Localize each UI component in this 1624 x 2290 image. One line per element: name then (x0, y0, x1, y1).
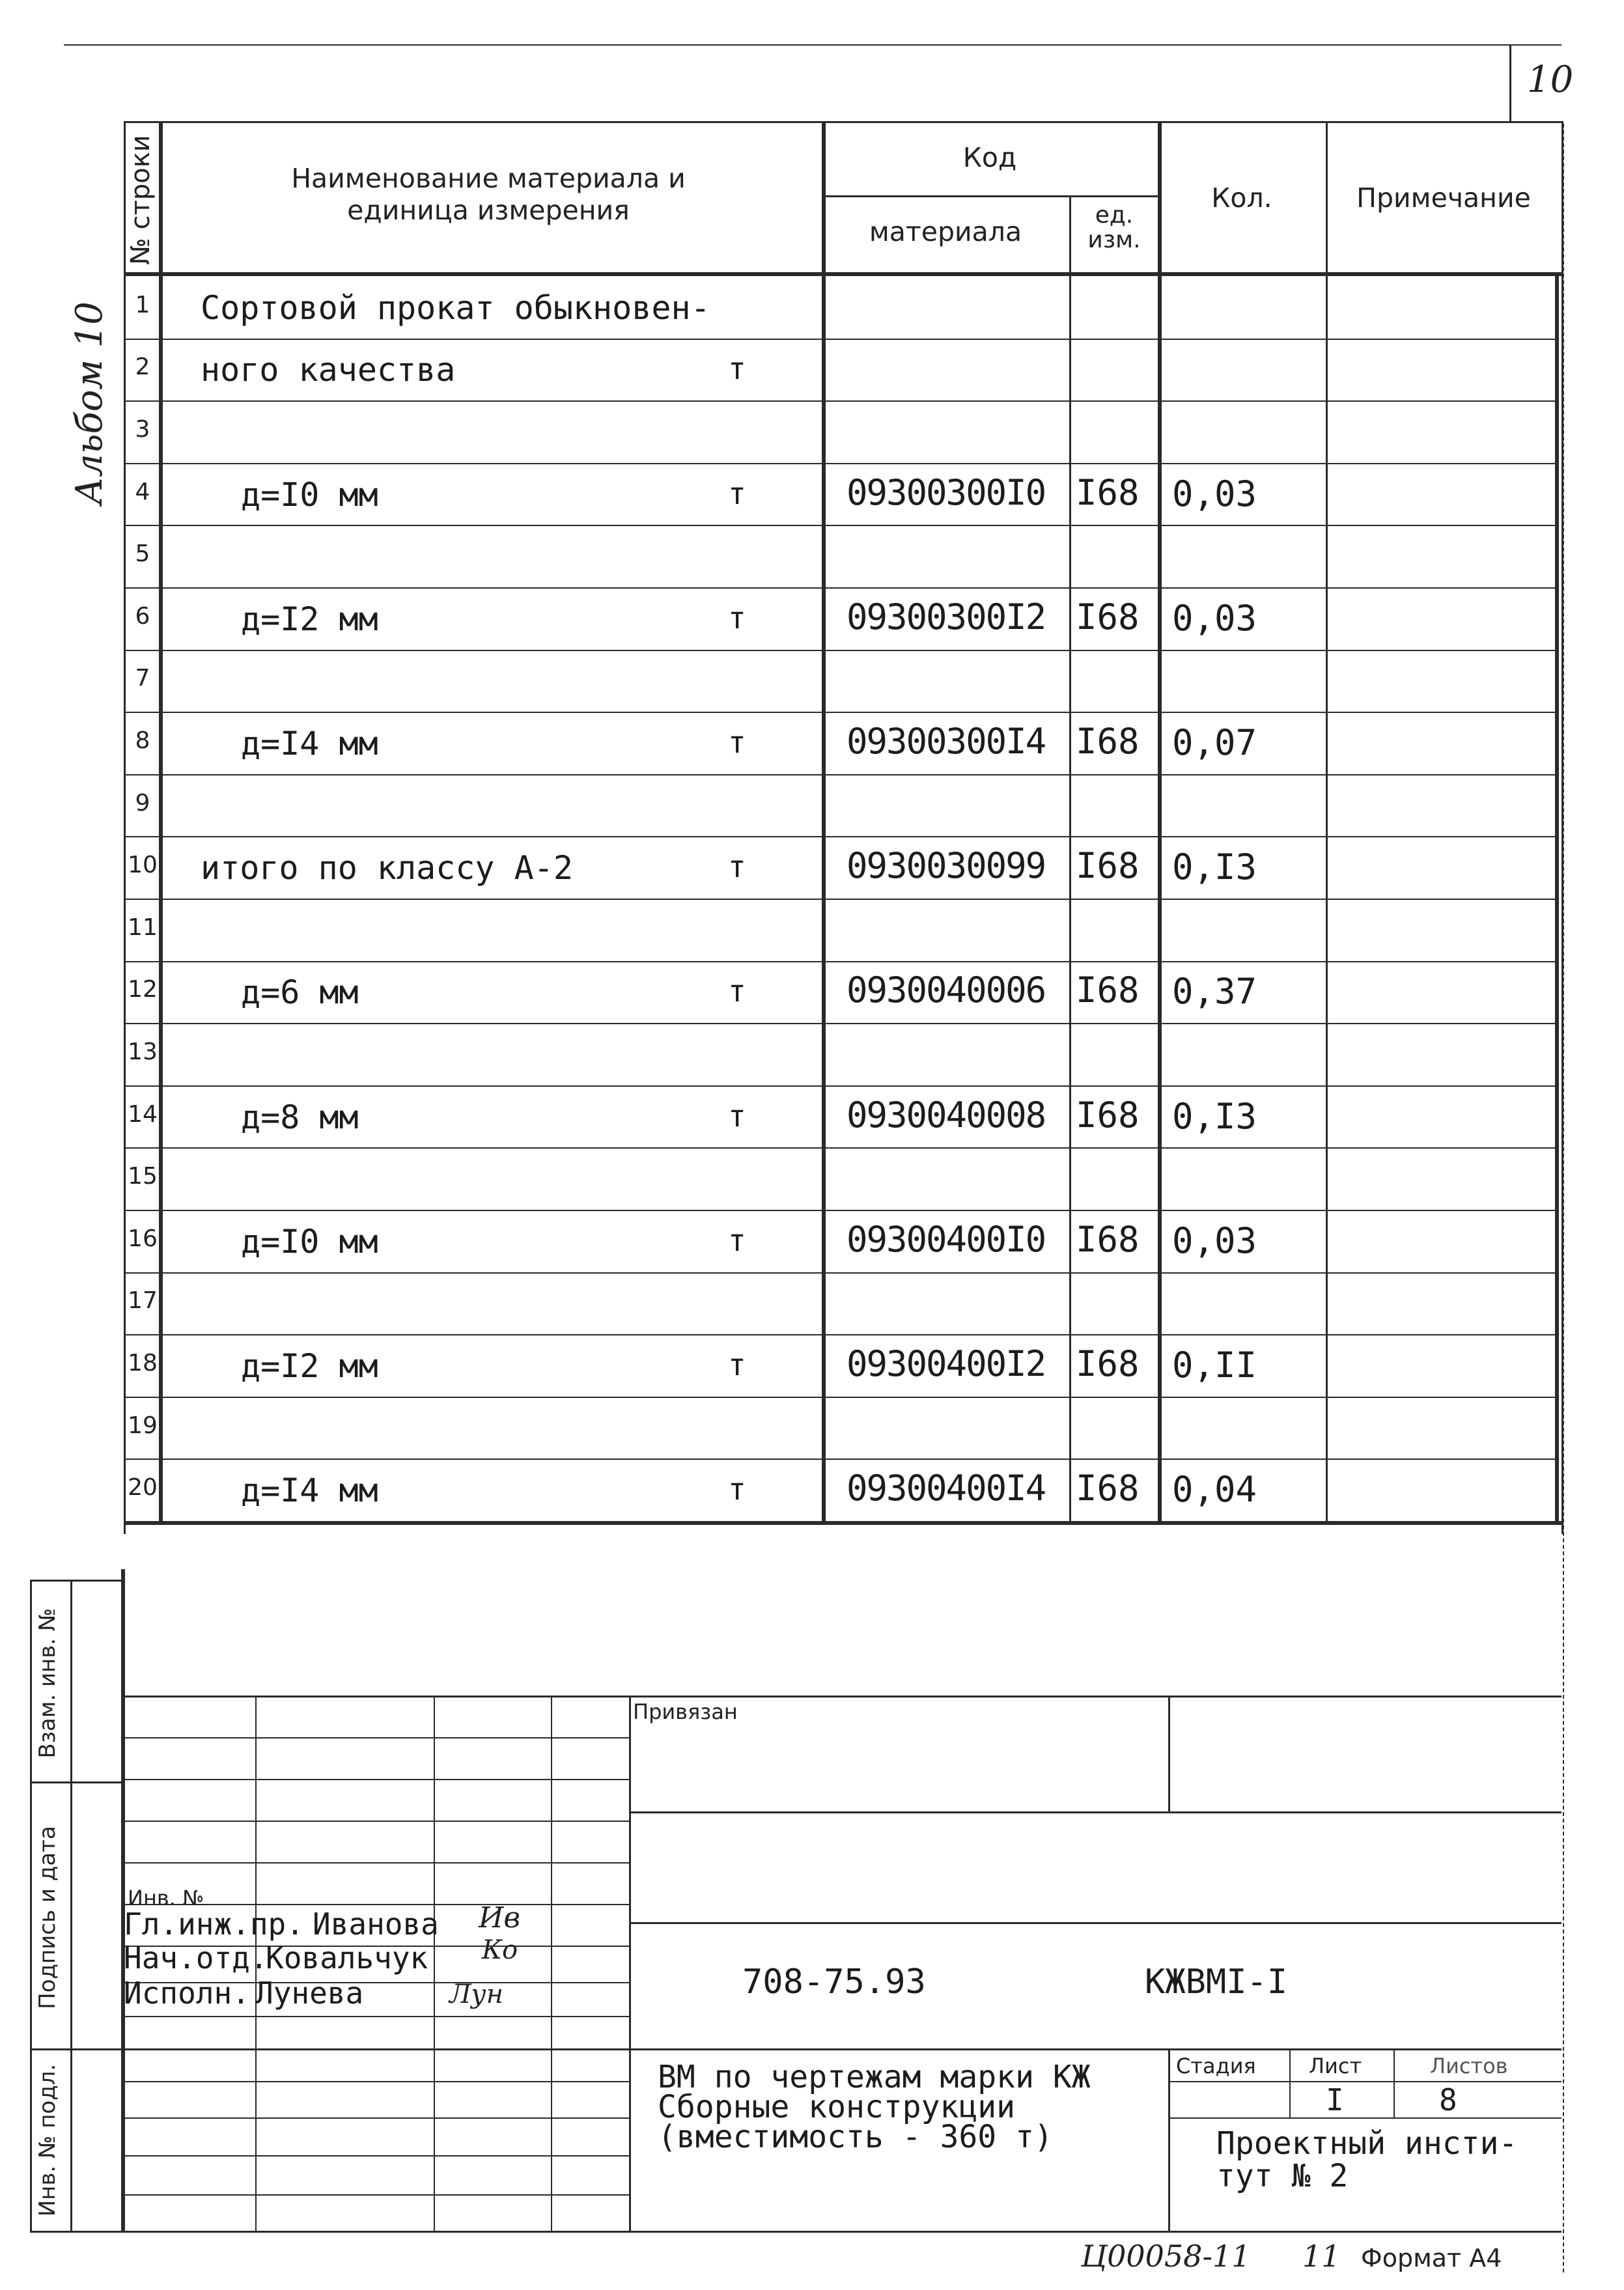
material-name: д=8 мм (241, 1098, 359, 1136)
note-cell (1328, 650, 1554, 712)
note-cell (1328, 899, 1554, 961)
unit-code: I68 (1076, 1468, 1140, 1509)
material-name: итого по классу А-2 (201, 849, 573, 887)
header-code: Код (962, 142, 1017, 173)
tb-col2 (434, 1696, 435, 2231)
note-cell (1328, 525, 1554, 587)
material-code: 09300400I4 (847, 1468, 1046, 1509)
row-number: 2 (135, 354, 150, 380)
note-cell (1328, 400, 1554, 463)
tb-sheet-value: I (1326, 2082, 1344, 2117)
tb-left-row8 (121, 2016, 629, 2017)
side-stamp-inv-podl: Инв. № подл. (35, 2063, 61, 2217)
row-number: 18 (128, 1350, 158, 1376)
quantity: 0,04 (1172, 1469, 1257, 1510)
header-material-name: Наименование материала и единица измерения (291, 163, 686, 227)
tb-person-name-2: Ковальчук (266, 1940, 428, 1976)
material-code: 09300400I0 (847, 1219, 1046, 1260)
material-code: 0930030099 (847, 845, 1046, 886)
measure-unit: т (728, 476, 746, 511)
material-name: д=I2 мм (241, 1347, 378, 1385)
unit-code: I68 (1076, 721, 1140, 762)
quantity: 0,03 (1172, 598, 1257, 639)
note-cell (1328, 961, 1554, 1024)
footer-page-number: 11 (1302, 2239, 1341, 2274)
row-number: 9 (135, 790, 150, 817)
row-number: 16 (128, 1225, 158, 1252)
unit-code: I68 (1076, 845, 1140, 886)
tb-left-row10 (121, 2117, 629, 2119)
material-code: 09300400I2 (847, 1343, 1046, 1384)
material-name: д=I4 мм (241, 1472, 378, 1509)
col-divider-code (1069, 195, 1071, 1522)
row-number: 8 (135, 727, 150, 754)
note-cell (1328, 276, 1554, 339)
tb-description-3: (вместимость - 360 т) (658, 2119, 1053, 2155)
row-number: 12 (128, 976, 158, 1003)
material-code: 09300300I4 (847, 721, 1046, 762)
note-cell (1328, 1459, 1554, 1521)
measure-unit: т (728, 973, 746, 1009)
material-code: 09300300I2 (847, 596, 1046, 637)
note-cell (1328, 712, 1554, 774)
side-stamp-sep1 (30, 1781, 121, 1783)
side-stamp-mid-border (70, 1580, 72, 2231)
quantity: 0,I3 (1172, 846, 1257, 887)
tb-line-top (121, 1696, 1561, 1697)
tb-left-row3 (121, 1821, 629, 1822)
unit-code: I68 (1076, 1095, 1140, 1136)
row-number: 15 (128, 1163, 158, 1190)
row-number: 5 (135, 540, 150, 567)
side-stamp-vzam: Взам. инв. № (35, 1608, 61, 1759)
tb-inv-no-label: Инв. № (128, 1886, 204, 1910)
tb-line-privyazan-bottom (629, 1811, 1561, 1813)
row-number: 1 (135, 292, 150, 318)
tb-mark: КЖВМI-I (1145, 1962, 1288, 2002)
unit-code: I68 (1076, 472, 1140, 513)
material-name: д=I0 мм (241, 476, 378, 514)
material-name: ного качества (201, 351, 456, 389)
tb-stage-row1 (1168, 2081, 1561, 2082)
tb-doc-code: 708-75.93 (742, 1962, 926, 2002)
measure-unit: т (728, 1223, 746, 1258)
tb-left-row11 (121, 2155, 629, 2157)
note-cell (1328, 1023, 1554, 1085)
row-number: 14 (128, 1101, 158, 1128)
quantity: 0,07 (1172, 722, 1257, 763)
note-cell (1328, 463, 1554, 525)
table-right-border (1561, 121, 1563, 1534)
tb-sheets-value: 8 (1439, 2082, 1457, 2117)
side-stamp-top (30, 1580, 121, 1582)
header-row-number: № строки (126, 135, 156, 265)
measure-unit: т (728, 600, 746, 635)
measure-unit: т (728, 1098, 746, 1134)
quantity: 0,37 (1172, 971, 1257, 1012)
note-cell (1328, 339, 1554, 401)
tb-col-main (629, 1696, 631, 2231)
table-bottom-border (124, 1521, 1561, 1525)
material-code: 0930040008 (847, 1095, 1046, 1136)
footer-archive-number: Ц00058-11 (1081, 2239, 1251, 2274)
tb-left-row1 (121, 1737, 629, 1738)
top-rule (64, 44, 1561, 46)
row-number: 3 (135, 416, 150, 443)
material-code: 0930040006 (847, 970, 1046, 1011)
material-name: Сортовой прокат обыкновен- (201, 289, 710, 327)
tb-organization-1: Проектный инсти- (1216, 2125, 1518, 2162)
unit-code: I68 (1076, 1219, 1140, 1260)
note-cell (1328, 1210, 1554, 1272)
col-divider-qty (1326, 121, 1328, 1522)
side-stamp-podpis: Подпись и дата (35, 1826, 61, 2009)
header-note: Примечание (1356, 182, 1531, 214)
tb-privyazan-label: Привязан (633, 1699, 738, 1724)
tb-sheet-label: Лист (1309, 2054, 1362, 2078)
header-code-material: материала (869, 216, 1022, 247)
material-code: 09300300I0 (847, 472, 1046, 513)
note-cell (1328, 587, 1554, 650)
code-header-split (822, 195, 1158, 197)
table-top-border (124, 121, 1561, 123)
footer-format: Формат А4 (1361, 2244, 1502, 2272)
table-left-border (124, 121, 126, 1534)
unit-code: I68 (1076, 1343, 1140, 1384)
tb-col-sheet (1393, 2048, 1395, 2117)
tb-signature-3: Лун (449, 1979, 503, 2009)
tb-signature-2: Ко (482, 1935, 518, 1965)
tb-sheets-label: Листов (1430, 2054, 1508, 2078)
tb-person-name-1: Иванова (313, 1906, 439, 1942)
measure-unit: т (728, 351, 746, 386)
tb-description-1: ВМ по чертежам марки КЖ (658, 2059, 1091, 2095)
col-divider-unit (1158, 121, 1162, 1522)
material-name: д=I2 мм (241, 600, 378, 638)
tb-person-role-3: Исполн. (124, 1976, 250, 2011)
tb-line-bottom (30, 2231, 1561, 2233)
tb-col3 (551, 1696, 552, 2231)
row-number: 10 (128, 852, 158, 878)
tb-person-role-2: Нач.отд. (124, 1940, 268, 1976)
quantity: 0,03 (1172, 1220, 1257, 1261)
side-stamp-left-border (30, 1580, 32, 2231)
row-number: 11 (128, 914, 158, 941)
material-name: д=I0 мм (241, 1223, 378, 1261)
measure-unit: т (728, 1472, 746, 1507)
tb-organization-2: тут № 2 (1216, 2158, 1349, 2194)
note-cell (1328, 1397, 1554, 1459)
header-code-unit: ед. изм. (1087, 202, 1141, 253)
material-name: д=I4 мм (241, 725, 378, 762)
tb-col-desc-right (1168, 2048, 1170, 2231)
row-number: 13 (128, 1039, 158, 1065)
row-number: 7 (135, 665, 150, 691)
row-number: 20 (128, 1474, 158, 1501)
unit-code: I68 (1076, 596, 1140, 637)
row-number: 6 (135, 603, 150, 630)
col-divider-name (822, 121, 826, 1522)
header-quantity: Кол. (1211, 182, 1272, 214)
tb-col-privyazan-right (1168, 1696, 1170, 1811)
measure-unit: т (728, 1347, 746, 1382)
tb-left-row4 (121, 1862, 629, 1864)
measure-unit: т (728, 849, 746, 884)
row-number: 17 (128, 1287, 158, 1314)
tb-person-name-3: Лунева (255, 1976, 364, 2011)
tb-line-desc-top (121, 2048, 1561, 2050)
quantity: 0,I3 (1172, 1096, 1257, 1137)
tb-description-2: Сборные конструкции (658, 2089, 1016, 2125)
tb-stage-label: Стадия (1176, 2054, 1256, 2078)
row-number: 19 (128, 1412, 158, 1439)
tb-line-code-top (629, 1922, 1561, 1924)
note-cell (1328, 836, 1554, 899)
note-cell (1328, 1147, 1554, 1210)
tb-left-row12 (121, 2194, 629, 2196)
note-cell (1328, 774, 1554, 837)
quantity: 0,II (1172, 1345, 1257, 1386)
tb-col-stage (1289, 2048, 1291, 2117)
tb-signature-1: Ив (479, 1901, 520, 1934)
album-side-note: Альбом 10 (68, 301, 111, 505)
tb-stage-row2 (1168, 2117, 1561, 2119)
quantity: 0,03 (1172, 473, 1257, 514)
measure-unit: т (728, 725, 746, 760)
note-cell (1328, 1085, 1554, 1148)
row-number: 4 (135, 479, 150, 505)
tb-left-row2 (121, 1779, 629, 1780)
tb-left-row9 (121, 2081, 629, 2082)
title-block-left-border (121, 1569, 125, 2231)
tb-person-role-1: Гл.инж.пр. (124, 1906, 304, 1942)
material-name: д=6 мм (241, 973, 359, 1011)
sheet-number: 10 (1527, 59, 1574, 101)
note-cell (1328, 1334, 1554, 1397)
note-cell (1328, 1272, 1554, 1335)
sheet-number-divider (1509, 44, 1511, 121)
unit-code: I68 (1076, 970, 1140, 1011)
